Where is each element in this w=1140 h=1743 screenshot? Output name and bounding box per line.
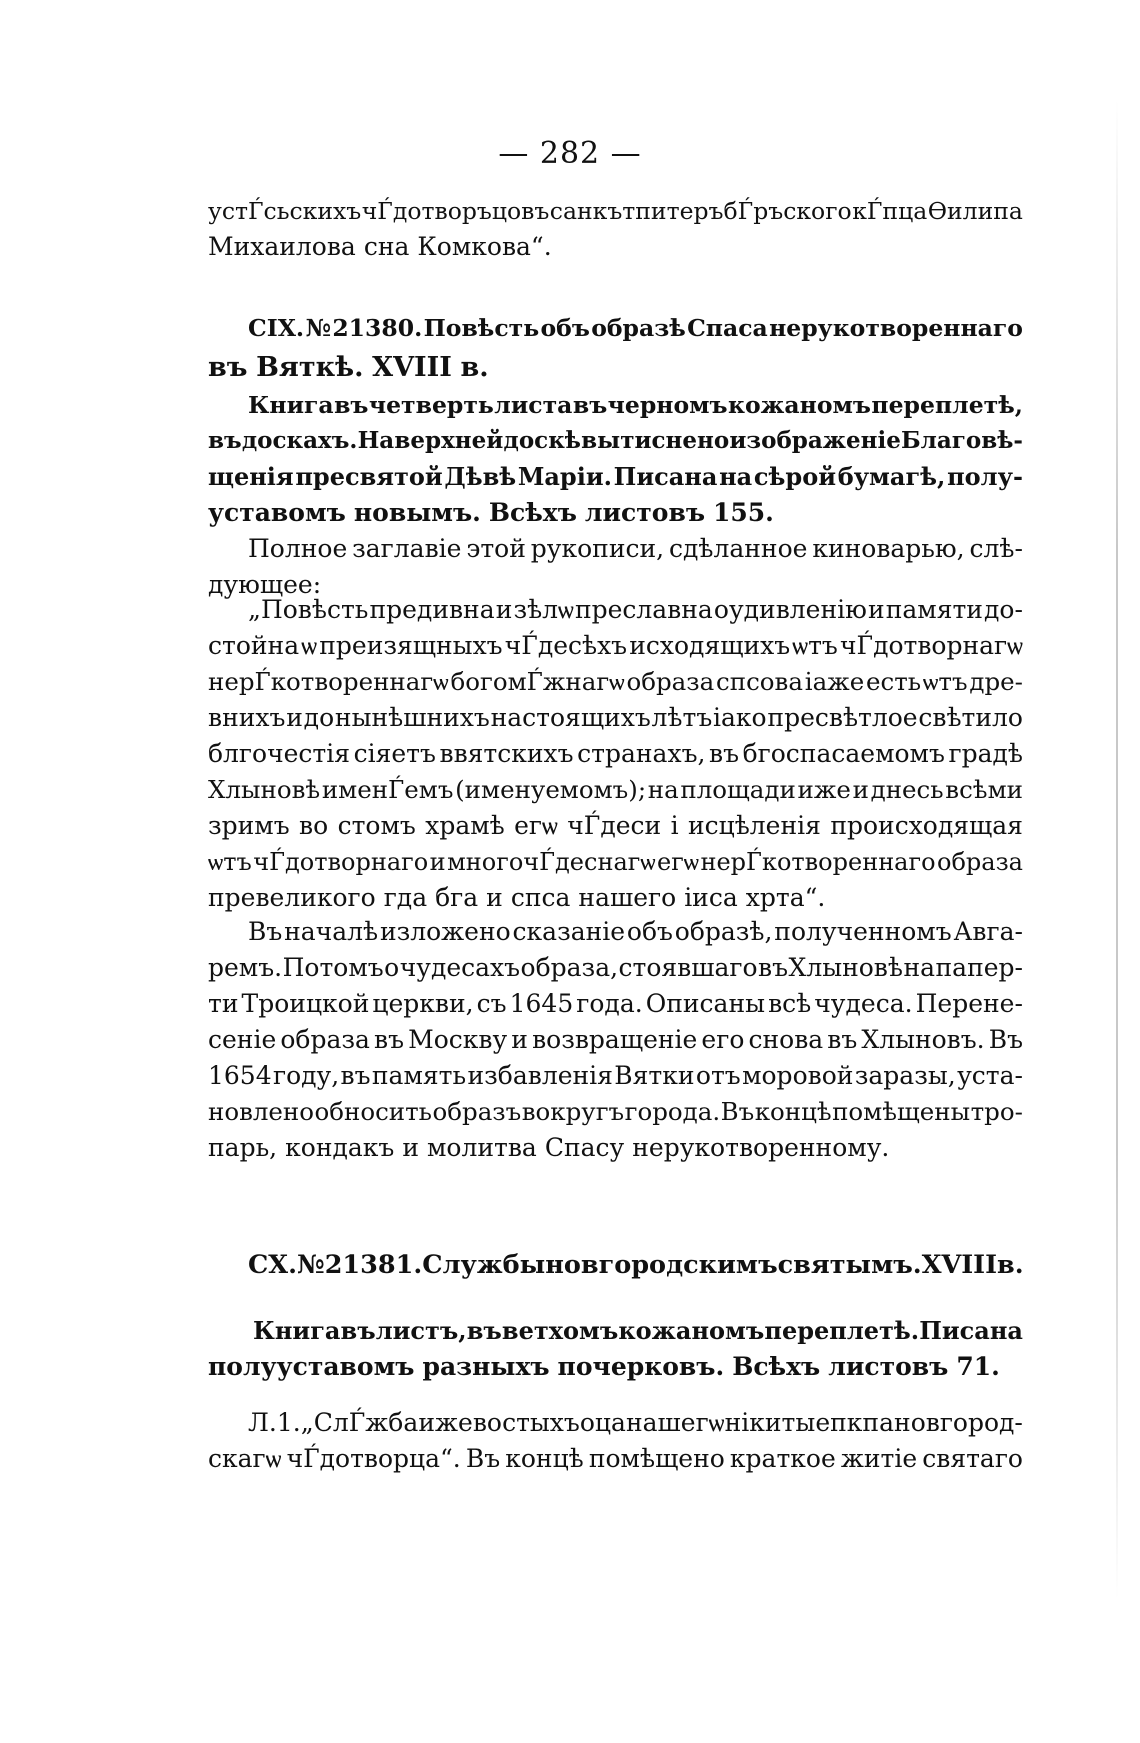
text-line: устЃсьскихъ чЃдотворъцовъ санкътпитеръбЃръского кЃпца Өилипа <box>208 197 1023 225</box>
entry-cix-full-title <box>208 592 1023 916</box>
text-line: 1654 году, въ память избавленія Вятки отъ моровой заразы, уста- <box>208 1061 1023 1090</box>
text-line: Полное заглавіе этой рукописи, сдѣланное киноварью, слѣ- <box>248 534 1023 563</box>
text-line: Книга въ листъ, въ ветхомъ кожаномъ переплетѣ. Писана <box>253 1316 1023 1345</box>
text-line: щенія пресвятой Дѣвѣ Маріи. Писана на сѣрой бумагѣ, полу- <box>208 462 1023 491</box>
entry-cx-description <box>208 1313 1023 1385</box>
text-line: скагѡ чЃдотворца“. Въ концѣ помѣщено краткое житіе святаго <box>208 1444 1023 1473</box>
page-number: — 282 — <box>498 136 642 171</box>
heading-line: CIX. № 21380. Повѣсть объ образѣ Спаса нерукотвореннаго <box>248 314 1023 342</box>
text-line: уставомъ новымъ. Всѣхъ листовъ 155. <box>208 498 774 527</box>
heading-line: въ Вяткѣ. XVIII в. <box>208 352 489 383</box>
text-line: нерЃкотвореннагѡ богомЃжнагѡ образа спсова іаже есть ѡтъ дре- <box>208 667 1023 696</box>
entry-cx-heading <box>208 1245 1023 1285</box>
text-line: дующее: <box>208 570 322 599</box>
text-line: въ доскахъ. На верхней доскѣ вытиснено изображеніе Благовѣ- <box>208 427 1023 454</box>
heading-line: CX. № 21381. Службы новгородскимъ святымъ. XVIII в. <box>248 1250 1024 1280</box>
entry-cx-text <box>208 1405 1023 1477</box>
entry-cix-summary <box>208 914 1023 1166</box>
entry-cix-heading <box>208 308 1023 388</box>
text-line: зримъ во стомъ храмѣ егѡ чЃдеси і исцѣленія происходящая <box>208 811 1023 840</box>
text-line: ремъ. Потомъ о чудесахъ образа, стоявшаго въ Хлыновѣ на папер- <box>208 953 1023 982</box>
text-line: Въ началѣ изложено сказаніе объ образѣ, полученномъ Авга- <box>248 917 1023 946</box>
page-edge-shadow <box>1116 100 1118 1600</box>
text-line: стойна ѡ преизящныхъ чЃдесѣхъ исходящихъ ѡтъ чЃдотворнагѡ <box>208 631 1023 660</box>
text-line: Хлыновѣ именЃемъ (именуемомъ); на площади иже и днесь всѣми <box>208 775 1023 804</box>
text-line: внихъ и до нынѣшнихъ настоящихъ лѣтъ іако пресвѣтлое свѣтило <box>208 703 1023 732</box>
text-line: Книга въ четверть листа въ черномъ кожаномъ переплетѣ, <box>248 391 1023 419</box>
text-line: сеніе образа въ Москву и возвращеніе его снова въ Хлыновъ. Въ <box>208 1025 1023 1054</box>
text-line: полууставомъ разныхъ почерковъ. Всѣхъ листовъ 71. <box>208 1352 1000 1381</box>
text-line: блгочестія сіяетъ ввятскихъ странахъ, въ бгоспасаемомъ градѣ <box>208 739 1023 768</box>
text-line: новлено обносить образъ вокругъ города. Въ концѣ помѣщены тро- <box>208 1097 1023 1126</box>
text-line: Л. 1. „СлЃжба иже во стыхъ оца нашегѡ нікиты епкпа новгород- <box>248 1408 1023 1437</box>
continuation-paragraph <box>208 193 1023 265</box>
text-line: ѡтъ чЃдотворнаго и многочЃдеснагѡ егѡ нерЃкотвореннаго образа <box>208 848 1023 876</box>
text-line: превеликого гда бга и спса нашего іиса хрта“. <box>208 883 826 912</box>
text-line: Михаилова сна Комкова“. <box>208 232 552 261</box>
text-line: „Повѣсть предивна и зѣлѡ преславна оудивленію и памяти до- <box>248 595 1023 624</box>
entry-cix-description <box>208 387 1023 531</box>
text-line: парь, кондакъ и молитва Спасу нерукотворенному. <box>208 1133 890 1162</box>
text-line: ти Троицкой церкви, съ 1645 года. Описаны всѣ чудеса. Перене- <box>208 989 1023 1018</box>
